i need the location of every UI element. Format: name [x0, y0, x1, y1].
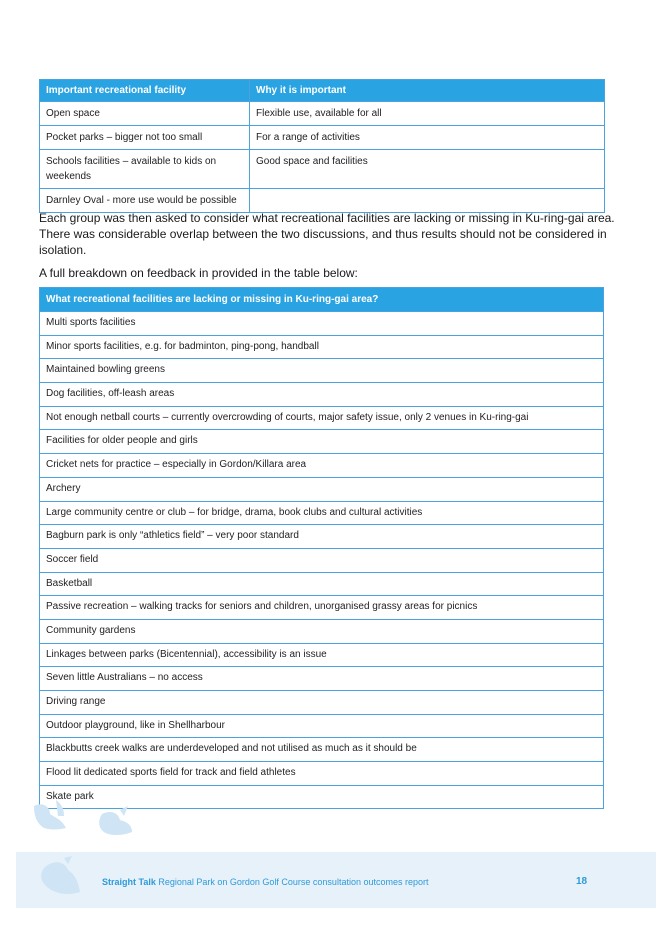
lacking-facility-cell: Outdoor playground, like in Shellharbour [40, 714, 604, 738]
lacking-facility-cell: Multi sports facilities [40, 312, 604, 336]
table-row [40, 525, 604, 549]
lacking-facility-cell: Soccer field [40, 548, 604, 572]
lacking-facility-cell: Not enough netball courts – currently overcrowding of courts, major safety issue, only 2 venues in Ku-ring-gai [40, 406, 604, 430]
table-header-row [40, 80, 605, 102]
lacking-facilities-header: What recreational facilities are lacking or missing in Ku-ring-gai area? [40, 288, 604, 312]
column-header-facility: Important recreational facility [40, 80, 250, 102]
table-row [40, 501, 604, 525]
table-row [40, 430, 604, 454]
lacking-facility-cell: Large community centre or club – for bridge, drama, book clubs and cultural activities [40, 501, 604, 525]
table-row [40, 359, 604, 383]
lacking-facilities-body [40, 312, 604, 809]
reason-cell: Good space and facilities [250, 150, 605, 189]
lacking-facilities-table [39, 287, 604, 809]
lacking-facility-cell: Maintained bowling greens [40, 359, 604, 383]
reason-cell [250, 189, 605, 213]
table-row [40, 335, 604, 359]
facility-cell: Darnley Oval - more use would be possible [40, 189, 250, 213]
table-row [40, 643, 604, 667]
lacking-facility-cell: Driving range [40, 691, 604, 715]
reason-cell: Flexible use, available for all [250, 102, 605, 126]
lacking-facility-cell: Archery [40, 477, 604, 501]
table-row [40, 189, 605, 213]
table-row [40, 454, 604, 478]
table-row [40, 691, 604, 715]
lacking-facility-cell: Blackbutts creek walks are underdeveloped and not utilised as much as it should be [40, 738, 604, 762]
table-row [40, 619, 604, 643]
table-header-row [40, 288, 604, 312]
table-row [40, 312, 604, 336]
lacking-facility-cell: Skate park [40, 785, 604, 809]
table-row [40, 762, 604, 786]
table-row [40, 102, 605, 126]
facility-cell: Pocket parks – bigger not too small [40, 126, 250, 150]
table-intro-paragraph: A full breakdown on feedback in provided in the table below: [39, 266, 358, 280]
lacking-facility-cell: Seven little Australians – no access [40, 667, 604, 691]
lacking-facility-cell: Linkages between parks (Bicentennial), accessibility is an issue [40, 643, 604, 667]
facility-cell: Schools facilities – available to kids on weekends [40, 150, 250, 189]
bird-silhouettes-icon [24, 798, 154, 908]
table-row [40, 572, 604, 596]
recreational-facility-importance-table [39, 79, 605, 213]
footer-brand: Straight Talk [102, 877, 156, 887]
page-number: 18 [576, 876, 588, 887]
table-row [40, 477, 604, 501]
column-header-why: Why it is important [250, 80, 605, 102]
facility-cell: Open space [40, 102, 250, 126]
lacking-facility-cell: Flood lit dedicated sports field for track and field athletes [40, 762, 604, 786]
lacking-facility-cell: Community gardens [40, 619, 604, 643]
lacking-facility-cell: Cricket nets for practice – especially in Gordon/Killara area [40, 454, 604, 478]
lacking-facility-cell: Dog facilities, off-leash areas [40, 383, 604, 407]
reason-cell: For a range of activities [250, 126, 605, 150]
table-row [40, 383, 604, 407]
lacking-facility-cell: Minor sports facilities, e.g. for badminton, ping-pong, handball [40, 335, 604, 359]
table-row [40, 714, 604, 738]
table-row [40, 406, 604, 430]
table-row [40, 126, 605, 150]
table-row [40, 738, 604, 762]
lacking-facility-cell: Basketball [40, 572, 604, 596]
table-row [40, 596, 604, 620]
lacking-facility-cell: Bagburn park is only “athletics field” – very poor standard [40, 525, 604, 549]
footer-title [102, 877, 429, 887]
footer-report-title: Regional Park on Gordon Golf Course consultation outcomes report [155, 877, 429, 887]
intro-paragraph: Each group was then asked to consider what recreational facilities are lacking or missing in Ku-ring-gai area. There was considerable overlap between the two discussions, and thus results should not be considered in isolation. [39, 211, 615, 257]
table-row [40, 548, 604, 572]
lacking-facility-cell: Passive recreation – walking tracks for seniors and children, unorganised grassy areas for picnics [40, 596, 604, 620]
table-row [40, 667, 604, 691]
table-row [40, 150, 605, 189]
lacking-facility-cell: Facilities for older people and girls [40, 430, 604, 454]
